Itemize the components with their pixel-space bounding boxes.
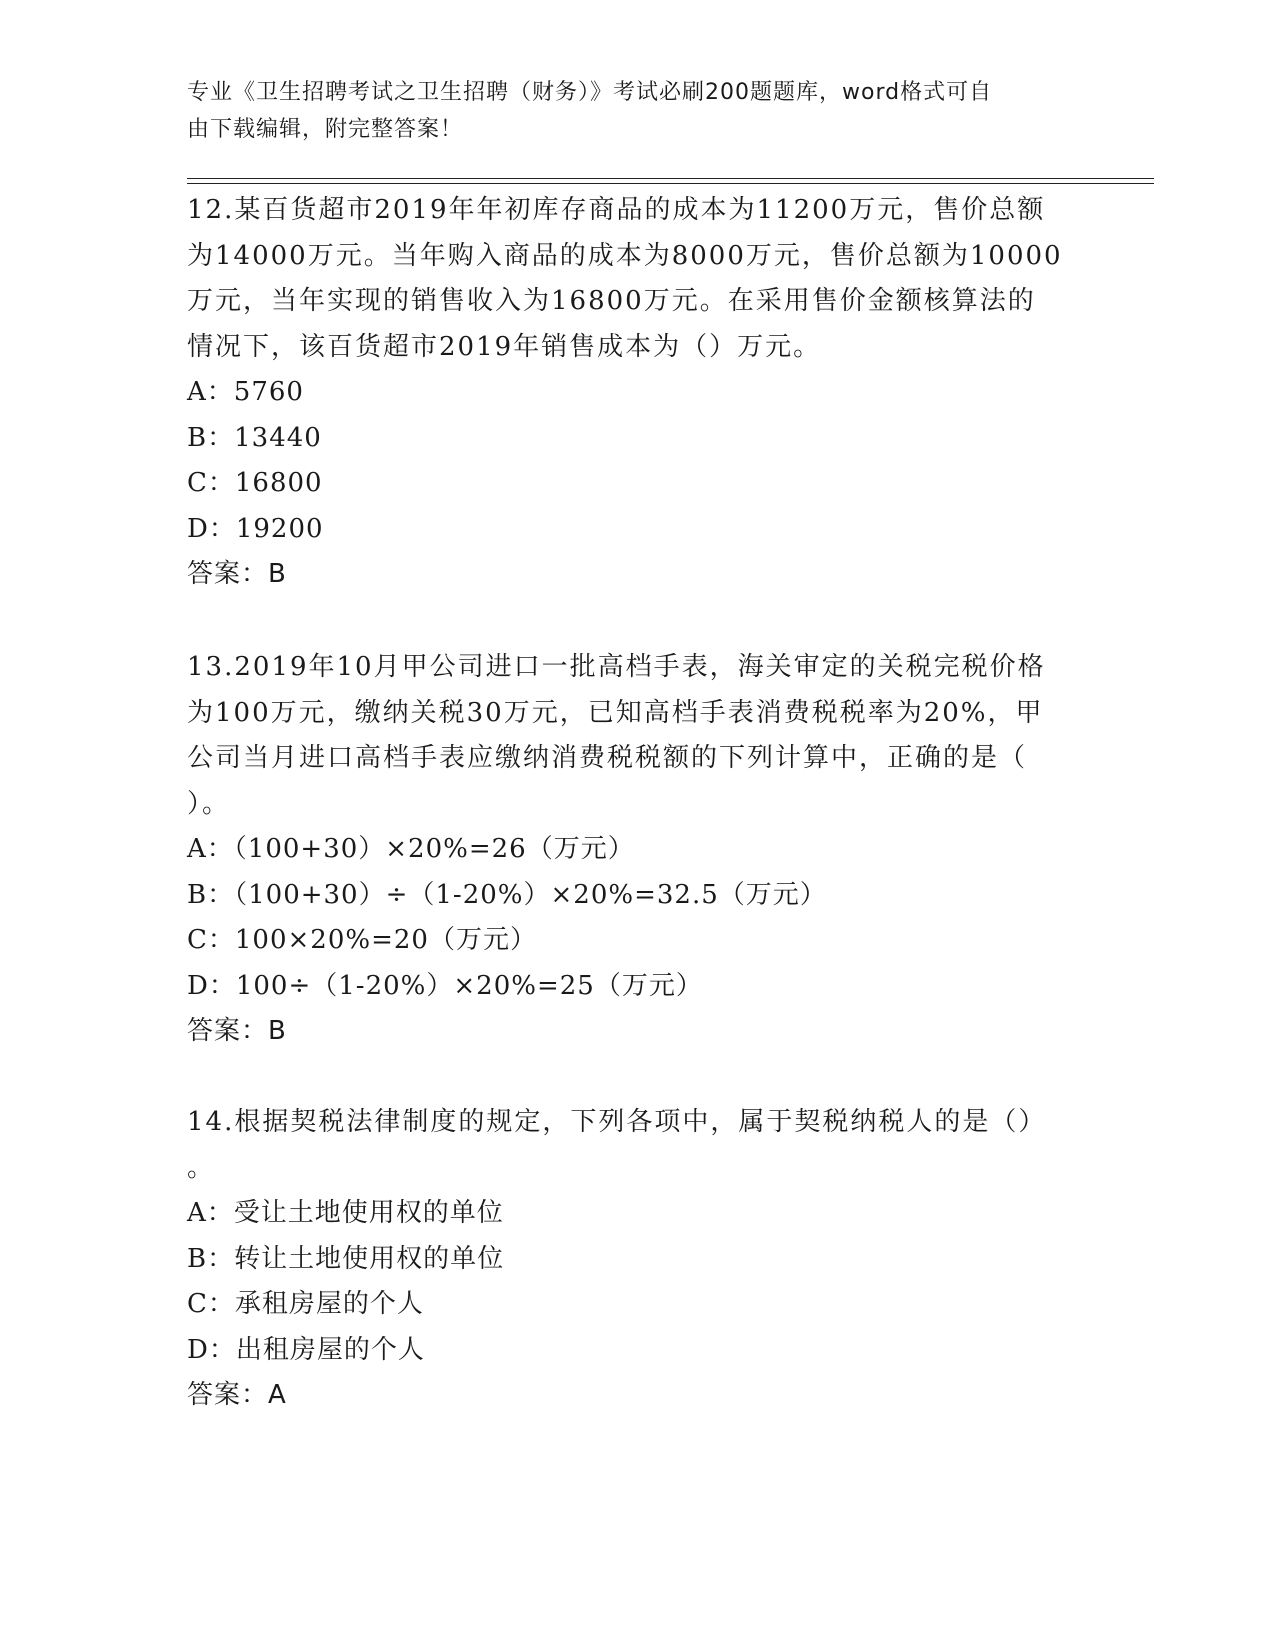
option-d: D：19200: [187, 513, 324, 544]
question-line: ）。: [187, 788, 231, 819]
option-c: C：100×20%=20（万元）: [187, 925, 537, 955]
option-b: B：（100+30）÷（1-20%）×20%=32.5（万元）: [187, 879, 827, 910]
question-line: 12.某百货超市2019年年初库存商品的成本为11200万元，售价总额: [187, 195, 1046, 225]
question-13: [187, 645, 1067, 1055]
question-line: 公司当月进口高档手表应缴纳消费税税额的下列计算中，正确的是（: [187, 743, 1028, 773]
header-divider-top: [187, 178, 1154, 179]
answer: 答案：A: [187, 1380, 287, 1410]
option-b: B：转让土地使用权的单位: [187, 1243, 505, 1274]
option-c: C：16800: [187, 468, 323, 498]
header-line-1: 专业《卫生招聘考试之卫生招聘（财务）》考试必刷200题题库，word格式可自: [187, 80, 993, 105]
question-line: 为100万元，缴纳关税30万元，已知高档手表消费税税率为20%，甲: [187, 697, 1044, 728]
question-text: [187, 645, 1067, 827]
option-d: D：100÷（1-20%）×20%=25（万元）: [187, 970, 703, 1001]
question-line: 万元，当年实现的销售收入为16800万元。在采用售价金额核算法的: [187, 286, 1036, 316]
question-text: [187, 1100, 1067, 1191]
document-header: [187, 74, 1067, 148]
header-line-2: 由下载编辑，附完整答案！: [187, 117, 464, 142]
option-c: C：承租房屋的个人: [187, 1289, 424, 1319]
option-a: A：受让土地使用权的单位: [187, 1198, 504, 1228]
answer: 答案：B: [187, 559, 287, 589]
question-line: 情况下，该百货超市2019年销售成本为（）万元。: [187, 331, 822, 362]
option-b: B：13440: [187, 422, 322, 453]
header-divider-bottom: [187, 183, 1154, 184]
option-d: D：出租房屋的个人: [187, 1334, 425, 1365]
question-14: [187, 1100, 1067, 1419]
option-a: A：5760: [187, 377, 304, 407]
question-line: 。: [187, 1152, 216, 1183]
question-line: 14.根据契税法律制度的规定，下列各项中，属于契税纳税人的是（）: [187, 1107, 1047, 1137]
question-line: 为14000万元。当年购入商品的成本为8000万元，售价总额为10000: [187, 240, 1063, 271]
option-a: A：（100+30）×20%=26（万元）: [187, 834, 635, 864]
question-line: 13.2019年10月甲公司进口一批高档手表，海关审定的关税完税价格: [187, 652, 1046, 682]
answer: 答案：B: [187, 1016, 287, 1046]
question-12: [187, 188, 1067, 598]
question-text: [187, 188, 1067, 370]
